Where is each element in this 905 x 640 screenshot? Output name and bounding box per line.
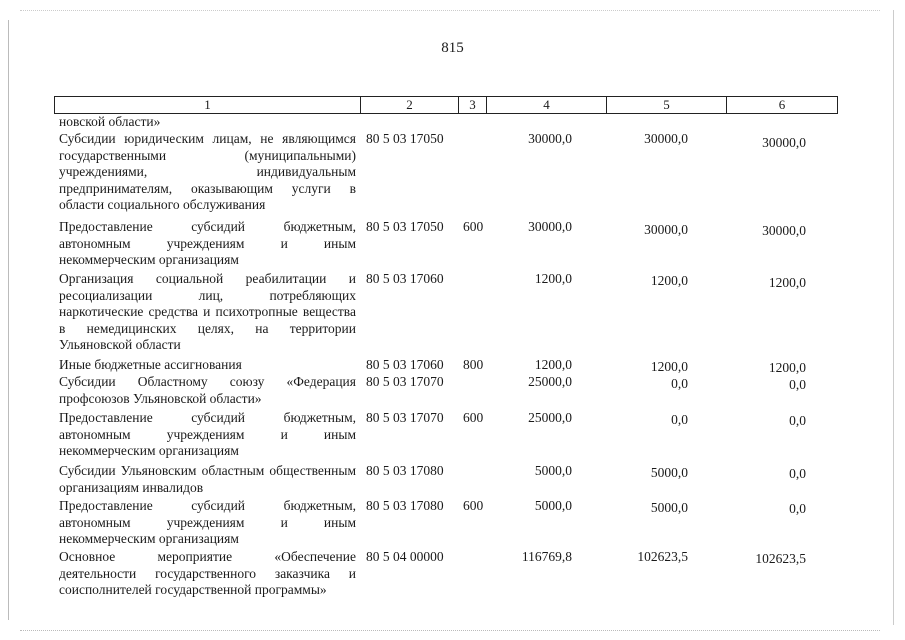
row-name: Субсидии Ульяновским областным общественным организациям инвалидов xyxy=(59,463,356,495)
row-name: Субсидии юридическим лицам, не являющимся государственными (муниципальными) учреждениями, индивидуальным предпринимателям, оказывающим услуги в области социального обслуживания xyxy=(59,131,356,213)
scan-right-edge xyxy=(893,10,894,625)
row-code: 80 5 03 17070 xyxy=(366,410,444,425)
row-value-4: 25000,0 xyxy=(528,410,572,425)
scan-left-edge xyxy=(8,20,9,620)
header-col-4: 4 xyxy=(487,97,607,113)
row-vr: 800 xyxy=(463,357,484,372)
row-value-5: 1200,0 xyxy=(650,273,688,288)
row-value-6: 30000,0 xyxy=(762,223,806,238)
row-vr: 600 xyxy=(463,498,484,513)
row-value-6: 0,0 xyxy=(789,413,806,428)
row-value-5: 30000,0 xyxy=(644,131,688,146)
scan-top-edge xyxy=(20,10,880,12)
row-value-5: 30000,0 xyxy=(644,222,688,237)
row-value-5: 5000,0 xyxy=(650,465,688,480)
row-code: 80 5 03 17050 xyxy=(366,219,444,234)
header-col-2: 2 xyxy=(361,97,459,113)
row-name: Предоставление субсидий бюджетным, автономным учреждениям и иным некоммерческим организациям xyxy=(59,498,356,547)
row-name: Предоставление субсидий бюджетным, автономным учреждениям и иным некоммерческим организациям xyxy=(59,219,356,268)
row-value-5: 0,0 xyxy=(671,376,688,391)
row-vr: 600 xyxy=(463,219,484,234)
row-value-4: 1200,0 xyxy=(534,271,572,286)
page-number: 815 xyxy=(441,40,464,56)
row-value-6: 0,0 xyxy=(789,377,806,392)
row-value-4: 1200,0 xyxy=(534,357,572,372)
row-code: 80 5 03 17050 xyxy=(366,131,444,146)
row-value-4: 116769,8 xyxy=(521,549,572,564)
row-value-5: 102623,5 xyxy=(637,549,688,564)
row-code: 80 5 04 00000 xyxy=(366,549,444,564)
continuation-text: новской области» xyxy=(59,114,161,129)
header-col-1: 1 xyxy=(55,97,361,113)
header-col-6: 6 xyxy=(778,97,786,112)
row-value-6: 1200,0 xyxy=(768,360,806,375)
row-value-5: 1200,0 xyxy=(650,359,688,374)
row-value-6: 1200,0 xyxy=(768,275,806,290)
row-name: Иные бюджетные ассигнования xyxy=(59,357,242,372)
row-value-6: 30000,0 xyxy=(762,135,806,150)
row-value-6: 0,0 xyxy=(789,466,806,481)
row-code: 80 5 03 17080 xyxy=(366,498,444,513)
row-name: Предоставление субсидий бюджетным, автономным учреждениям и иным некоммерческим организациям xyxy=(59,410,356,459)
row-value-5: 0,0 xyxy=(671,412,688,427)
row-name: Основное мероприятие «Обеспечение деятельности государственного заказчика и соисполнителей государственной программы» xyxy=(59,549,356,598)
header-col-3: 3 xyxy=(459,97,487,113)
row-value-4: 25000,0 xyxy=(528,374,572,389)
header-col-5: 5 xyxy=(607,97,727,113)
row-code: 80 5 03 17070 xyxy=(366,374,444,389)
row-code: 80 5 03 17060 xyxy=(366,271,444,286)
row-value-6: 102623,5 xyxy=(755,551,806,566)
row-value-4: 5000,0 xyxy=(534,498,572,513)
row-name: Субсидии Областному союзу «Федерация профсоюзов Ульяновской области» xyxy=(59,374,356,406)
row-value-4: 30000,0 xyxy=(528,219,572,234)
row-value-5: 5000,0 xyxy=(650,500,688,515)
row-vr: 600 xyxy=(463,410,484,425)
row-value-4: 5000,0 xyxy=(534,463,572,478)
table-header-row xyxy=(54,96,838,114)
scan-bottom-edge xyxy=(20,630,880,632)
row-value-4: 30000,0 xyxy=(528,131,572,146)
row-name: Организация социальной реабилитации и ресоциализации лиц, потребляющих наркотические средства и психотропные вещества в немедицинских целях, на территории Ульяновской области xyxy=(59,271,356,353)
row-code: 80 5 03 17080 xyxy=(366,463,444,478)
row-code: 80 5 03 17060 xyxy=(366,357,444,372)
row-value-6: 0,0 xyxy=(789,501,806,516)
